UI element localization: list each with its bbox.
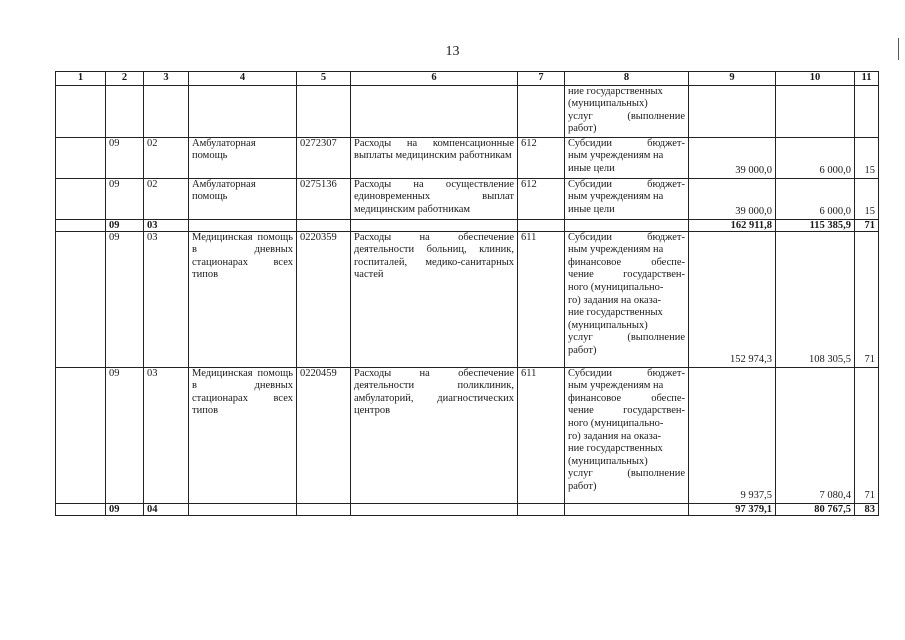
cell-expense-type xyxy=(518,503,565,515)
subtotal-row xyxy=(56,219,879,231)
cell-subsection: 02 xyxy=(144,178,189,219)
cell-expense-type-description xyxy=(565,178,689,219)
header-cell-5: 5 xyxy=(297,72,351,86)
scan-edge-mark xyxy=(898,38,903,60)
cell-expense-type: 612 xyxy=(518,178,565,219)
cell-target-code: 0272307 xyxy=(297,137,351,178)
text-line: чение государствен- xyxy=(568,405,685,417)
header-cell-2: 2 xyxy=(106,72,144,86)
text-line: го) задания на оказа- xyxy=(568,294,661,306)
text-line: иные цели xyxy=(568,162,615,174)
cell-expense-type-description xyxy=(565,85,689,137)
cell-target-code: 0220459 xyxy=(297,367,351,503)
text-line: ние государственных xyxy=(568,85,663,97)
budget-table xyxy=(55,71,879,516)
cell-section: 09 xyxy=(106,503,144,515)
cell-expense-description xyxy=(351,85,518,137)
cell-amount-1: 152 974,3 xyxy=(689,231,776,367)
text-line: ным учреждениям на xyxy=(568,380,664,392)
header-cell-6: 6 xyxy=(351,72,518,86)
text-line: иные цели xyxy=(568,203,615,215)
text-line: ным учреждениям на xyxy=(568,191,664,203)
text-line: услуг (выполнение xyxy=(568,468,685,480)
cell-amount-2: 6 000,0 xyxy=(776,178,855,219)
table-row xyxy=(56,178,879,219)
text-line: чение государствен- xyxy=(568,269,685,281)
header-cell-8: 8 xyxy=(565,72,689,86)
cell-percent: 83 xyxy=(855,503,879,515)
cell-subsection: 02 xyxy=(144,137,189,178)
cell-col1 xyxy=(56,137,106,178)
cell-expense-description xyxy=(351,219,518,231)
text-line: (муниципальных) xyxy=(568,455,648,467)
cell-name xyxy=(189,219,297,231)
cell-amount-1: 9 937,5 xyxy=(689,367,776,503)
cell-expense-type-description xyxy=(565,503,689,515)
table-row xyxy=(56,367,879,503)
text-line: Субсидии бюджет- xyxy=(568,367,685,379)
text-line: Субсидии бюджет- xyxy=(568,231,685,243)
text-line: ного (муниципально- xyxy=(568,417,664,429)
cell-name: Амбулаторная помощь xyxy=(189,178,297,219)
cell-name xyxy=(189,503,297,515)
cell-expense-type: 611 xyxy=(518,367,565,503)
cell-target-code xyxy=(297,85,351,137)
cell-amount-2: 7 080,4 xyxy=(776,367,855,503)
cell-name xyxy=(189,85,297,137)
cell-section: 09 xyxy=(106,178,144,219)
cell-subsection: 04 xyxy=(144,503,189,515)
cell-name: Амбулаторная помощь xyxy=(189,137,297,178)
cell-amount-1: 162 911,8 xyxy=(689,219,776,231)
subtotal-row xyxy=(56,503,879,515)
header-cell-9: 9 xyxy=(689,72,776,86)
cell-col1 xyxy=(56,85,106,137)
cell-expense-description xyxy=(351,503,518,515)
cell-expense-type-description xyxy=(565,231,689,367)
header-cell-4: 4 xyxy=(189,72,297,86)
cell-name: Медицинская помощь в дневных стационарах всех типов xyxy=(189,231,297,367)
table-row xyxy=(56,231,879,367)
cell-col1 xyxy=(56,231,106,367)
text-line: финансовое обеспе- xyxy=(568,256,685,268)
cell-percent: 71 xyxy=(855,231,879,367)
text-line: ного (муниципально- xyxy=(568,281,664,293)
text-line: (муниципальных) xyxy=(568,98,648,110)
header-cell-11: 11 xyxy=(855,72,879,86)
cell-expense-type xyxy=(518,219,565,231)
cell-target-code xyxy=(297,503,351,515)
page-number: 13 xyxy=(445,44,460,59)
table-row xyxy=(56,137,879,178)
cell-subsection: 03 xyxy=(144,219,189,231)
text-line: ние государственных xyxy=(568,307,663,319)
cell-percent xyxy=(855,85,879,137)
cell-col1 xyxy=(56,367,106,503)
cell-subsection xyxy=(144,85,189,137)
cell-percent: 15 xyxy=(855,178,879,219)
header-row xyxy=(56,72,879,86)
cell-amount-2: 108 305,5 xyxy=(776,231,855,367)
cell-amount-1: 39 000,0 xyxy=(689,178,776,219)
cell-amount-1 xyxy=(689,85,776,137)
text-line: услуг (выполнение xyxy=(568,110,685,122)
cell-col1 xyxy=(56,503,106,515)
table-row xyxy=(56,85,879,137)
cell-amount-2 xyxy=(776,85,855,137)
header-cell-10: 10 xyxy=(776,72,855,86)
cell-section: 09 xyxy=(106,137,144,178)
text-line: Субсидии бюджет- xyxy=(568,137,685,149)
cell-expense-type xyxy=(518,85,565,137)
cell-subsection: 03 xyxy=(144,367,189,503)
header-cell-1: 1 xyxy=(56,72,106,86)
cell-target-code: 0275136 xyxy=(297,178,351,219)
text-line: финансовое обеспе- xyxy=(568,392,685,404)
cell-expense-type-description xyxy=(565,137,689,178)
cell-amount-1: 39 000,0 xyxy=(689,137,776,178)
cell-section: 09 xyxy=(106,367,144,503)
text-line: (муниципальных) xyxy=(568,319,648,331)
text-line: ным учреждениям на xyxy=(568,150,664,162)
text-line: работ) xyxy=(568,480,597,492)
cell-expense-description: Расходы на осуществление единовременных выплат медицинским работникам xyxy=(351,178,518,219)
cell-percent: 15 xyxy=(855,137,879,178)
cell-expense-description: Расходы на обеспечение деятельности поликлиник, амбулаторий, диагностических центров xyxy=(351,367,518,503)
cell-section xyxy=(106,85,144,137)
text-line: работ) xyxy=(568,344,597,356)
cell-amount-2: 115 385,9 xyxy=(776,219,855,231)
cell-percent: 71 xyxy=(855,219,879,231)
text-line: ние государственных xyxy=(568,443,663,455)
header-cell-3: 3 xyxy=(144,72,189,86)
cell-expense-description: Расходы на обеспечение деятельности больниц, клиник, госпиталей, медико-санитарных частей xyxy=(351,231,518,367)
table-body xyxy=(56,85,879,515)
cell-col1 xyxy=(56,219,106,231)
cell-target-code xyxy=(297,219,351,231)
text-line: ным учреждениям на xyxy=(568,244,664,256)
cell-percent: 71 xyxy=(855,367,879,503)
cell-amount-2: 80 767,5 xyxy=(776,503,855,515)
cell-name: Медицинская помощь в дневных стационарах всех типов xyxy=(189,367,297,503)
cell-target-code: 0220359 xyxy=(297,231,351,367)
cell-expense-description: Расходы на компенсационные выплаты медицинским работникам xyxy=(351,137,518,178)
cell-col1 xyxy=(56,178,106,219)
cell-expense-type: 612 xyxy=(518,137,565,178)
cell-section: 09 xyxy=(106,231,144,367)
cell-amount-2: 6 000,0 xyxy=(776,137,855,178)
cell-expense-type: 611 xyxy=(518,231,565,367)
cell-subsection: 03 xyxy=(144,231,189,367)
text-line: работ) xyxy=(568,123,597,135)
header-cell-7: 7 xyxy=(518,72,565,86)
cell-expense-type-description xyxy=(565,219,689,231)
cell-amount-1: 97 379,1 xyxy=(689,503,776,515)
text-line: го) задания на оказа- xyxy=(568,430,661,442)
cell-section: 09 xyxy=(106,219,144,231)
table-header xyxy=(56,72,879,86)
text-line: услуг (выполнение xyxy=(568,332,685,344)
cell-expense-type-description xyxy=(565,367,689,503)
text-line: Субсидии бюджет- xyxy=(568,178,685,190)
